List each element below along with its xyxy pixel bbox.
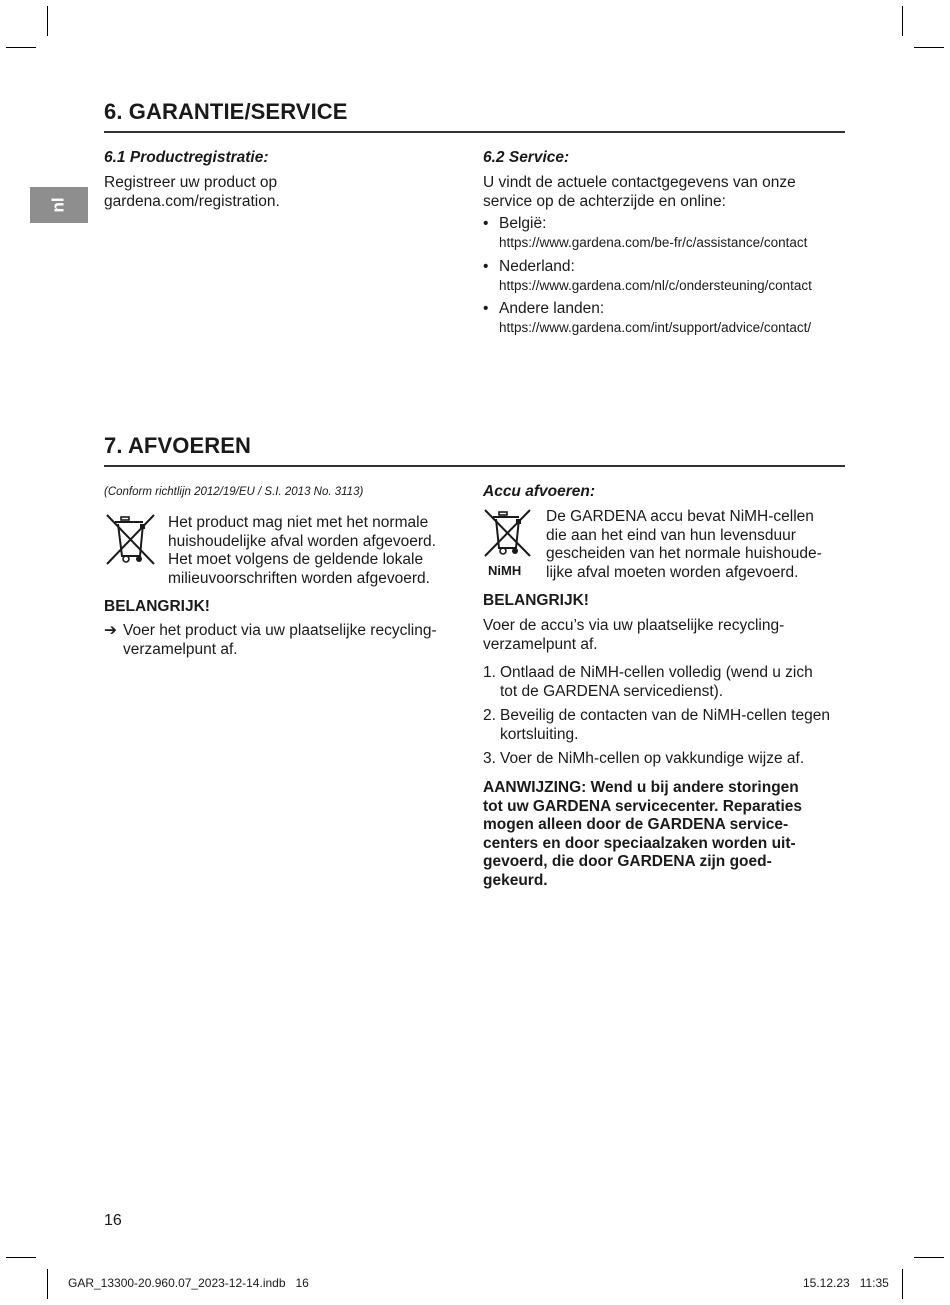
service-text: U vindt de actuele contactgegevens van onze service op de achterzijde en online: xyxy=(483,174,796,210)
service-url-belgium[interactable]: https://www.gardena.com/be-fr/c/assistance/contact xyxy=(499,235,808,250)
nimh-label: NiMH xyxy=(488,563,522,578)
section-7-title: 7. AFVOEREN xyxy=(104,433,251,458)
service-title: 6.2 Service: xyxy=(483,149,570,166)
important-heading-right: BELANGRIJK! xyxy=(483,592,589,609)
crop-mark xyxy=(6,47,36,48)
footer-datetime: 15.12.23 11:35 xyxy=(803,1276,889,1290)
service-note: AANWIJZING: Wend u bij andere storingen tot uw GARDENA servicecenter. Reparaties mogen alleen door de GARDENA service- centers en door speciaalzaken worden uit- gevoerd, die door GARDENA zijn goed- gekeurd. xyxy=(483,779,803,889)
disposal-text: Het product mag niet met het normale huishoudelijke afval worden afgevoerd. Het moet volgens de geldende lokale milieuvoorschriften worden afgevoerd. xyxy=(168,514,436,587)
crop-mark xyxy=(47,6,48,36)
crossed-out-wheelie-bin-icon xyxy=(483,507,533,559)
section-7-rule xyxy=(104,465,845,467)
crop-mark xyxy=(914,47,944,48)
section-6-title: 6. GARANTIE/SERVICE xyxy=(104,99,348,124)
language-tab xyxy=(30,187,88,223)
directive-note: (Conform richtlijn 2012/19/EU / S.I. 2013 No. 3113) xyxy=(104,486,364,498)
crop-mark xyxy=(914,1257,944,1258)
footer-file-info: GAR_13300-20.960.07_2023-12-14.indb 16 xyxy=(68,1276,309,1290)
accu-disposal-title: Accu afvoeren: xyxy=(483,483,595,500)
page-number: 16 xyxy=(104,1212,122,1229)
service-url-other[interactable]: https://www.gardena.com/int/support/advice/contact/ xyxy=(499,320,812,335)
product-registration-title: 6.1 Productregistratie: xyxy=(104,149,269,166)
crop-mark xyxy=(902,1269,903,1299)
crop-mark xyxy=(6,1257,36,1258)
crop-mark xyxy=(902,6,903,36)
language-tab-label: nl xyxy=(48,197,68,213)
accu-disposal-text: De GARDENA accu bevat NiMH-cellen die aan het eind van hun levensduur gescheiden van het normale huishoude- lijke afval moeten worden afgevoerd. xyxy=(546,508,822,581)
crossed-out-wheelie-bin-icon xyxy=(105,512,157,568)
product-registration-text: Registreer uw product op gardena.com/registration. xyxy=(104,174,280,210)
disposal-action-arrow: ➔ xyxy=(104,622,117,639)
disposal-action-text: Voer het product via uw plaatselijke recycling- verzamelpunt af. xyxy=(123,622,437,658)
section-6-rule xyxy=(104,131,845,133)
important-heading-left: BELANGRIJK! xyxy=(104,598,210,615)
service-url-netherlands[interactable]: https://www.gardena.com/nl/c/ondersteuning/contact xyxy=(499,278,812,293)
crop-mark xyxy=(47,1269,48,1299)
accu-recycling-text: Voer de accu’s via uw plaatselijke recycling- verzamelpunt af. xyxy=(483,617,785,653)
